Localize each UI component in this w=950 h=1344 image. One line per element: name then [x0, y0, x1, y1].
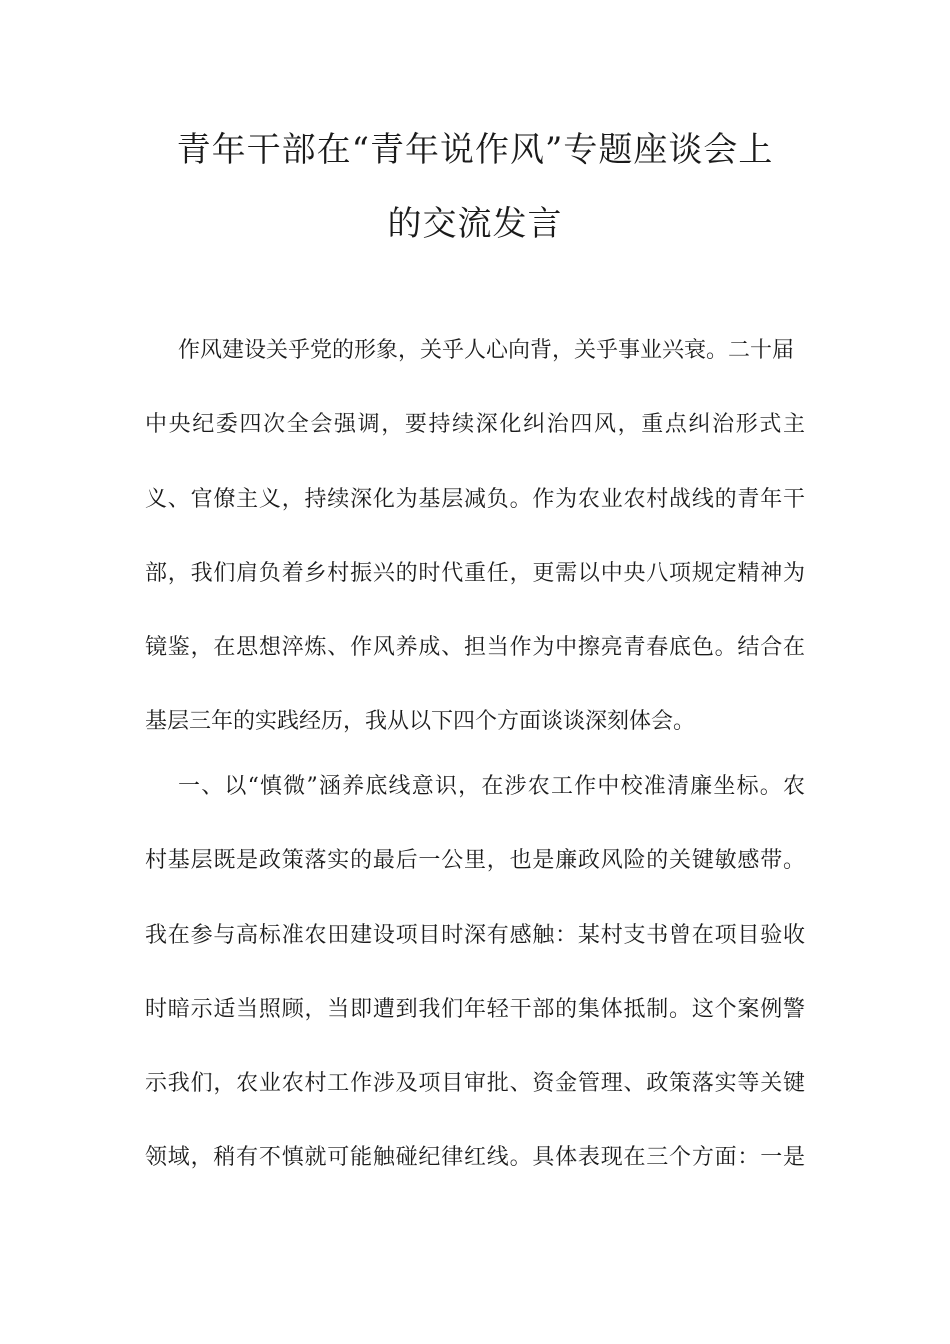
paragraph-line: 基层三年的实践经历，我从以下四个方面谈谈深刻体会。 — [145, 709, 696, 734]
paragraph-line: 领域，稍有不慎就可能触碰纪律红线。具体表现在三个方面：一是 — [145, 1145, 805, 1170]
paragraph-line: 义、官僚主义，持续深化为基层减负。作为农业农村战线的青年干 — [145, 487, 805, 512]
paragraph-line: 村基层既是政策落实的最后一公里，也是廉政风险的关键敏感带。 — [145, 848, 805, 873]
title-line-2: 的交流发言 — [387, 204, 563, 244]
paragraph-line: 时暗示适当照顾，当即遭到我们年轻干部的集体抵制。这个案例警 — [145, 997, 805, 1022]
paragraph-line: 我在参与高标准农田建设项目时深有感触：某村支书曾在项目验收 — [145, 923, 805, 948]
paragraph-line: 部，我们肩负着乡村振兴的时代重任，更需以中央八项规定精神为 — [145, 561, 805, 586]
paragraph-line: 镜鉴，在思想淬炼、作风养成、担当作为中擦亮青春底色。结合在 — [145, 635, 805, 660]
paragraph-line: 示我们，农业农村工作涉及项目审批、资金管理、政策落实等关键 — [145, 1071, 805, 1096]
title-line-1: 青年干部在“青年说作风”专题座谈会上 — [176, 130, 774, 170]
section-heading-line: 一、以“慎微”涵养底线意识，在涉农工作中校准清廉坐标。农 — [178, 774, 805, 799]
paragraph-line: 作风建设关乎党的形象，关乎人心向背，关乎事业兴衰。二十届 — [178, 338, 795, 363]
paragraph-line: 中央纪委四次全会强调，要持续深化纠治四风，重点纠治形式主 — [145, 412, 805, 437]
